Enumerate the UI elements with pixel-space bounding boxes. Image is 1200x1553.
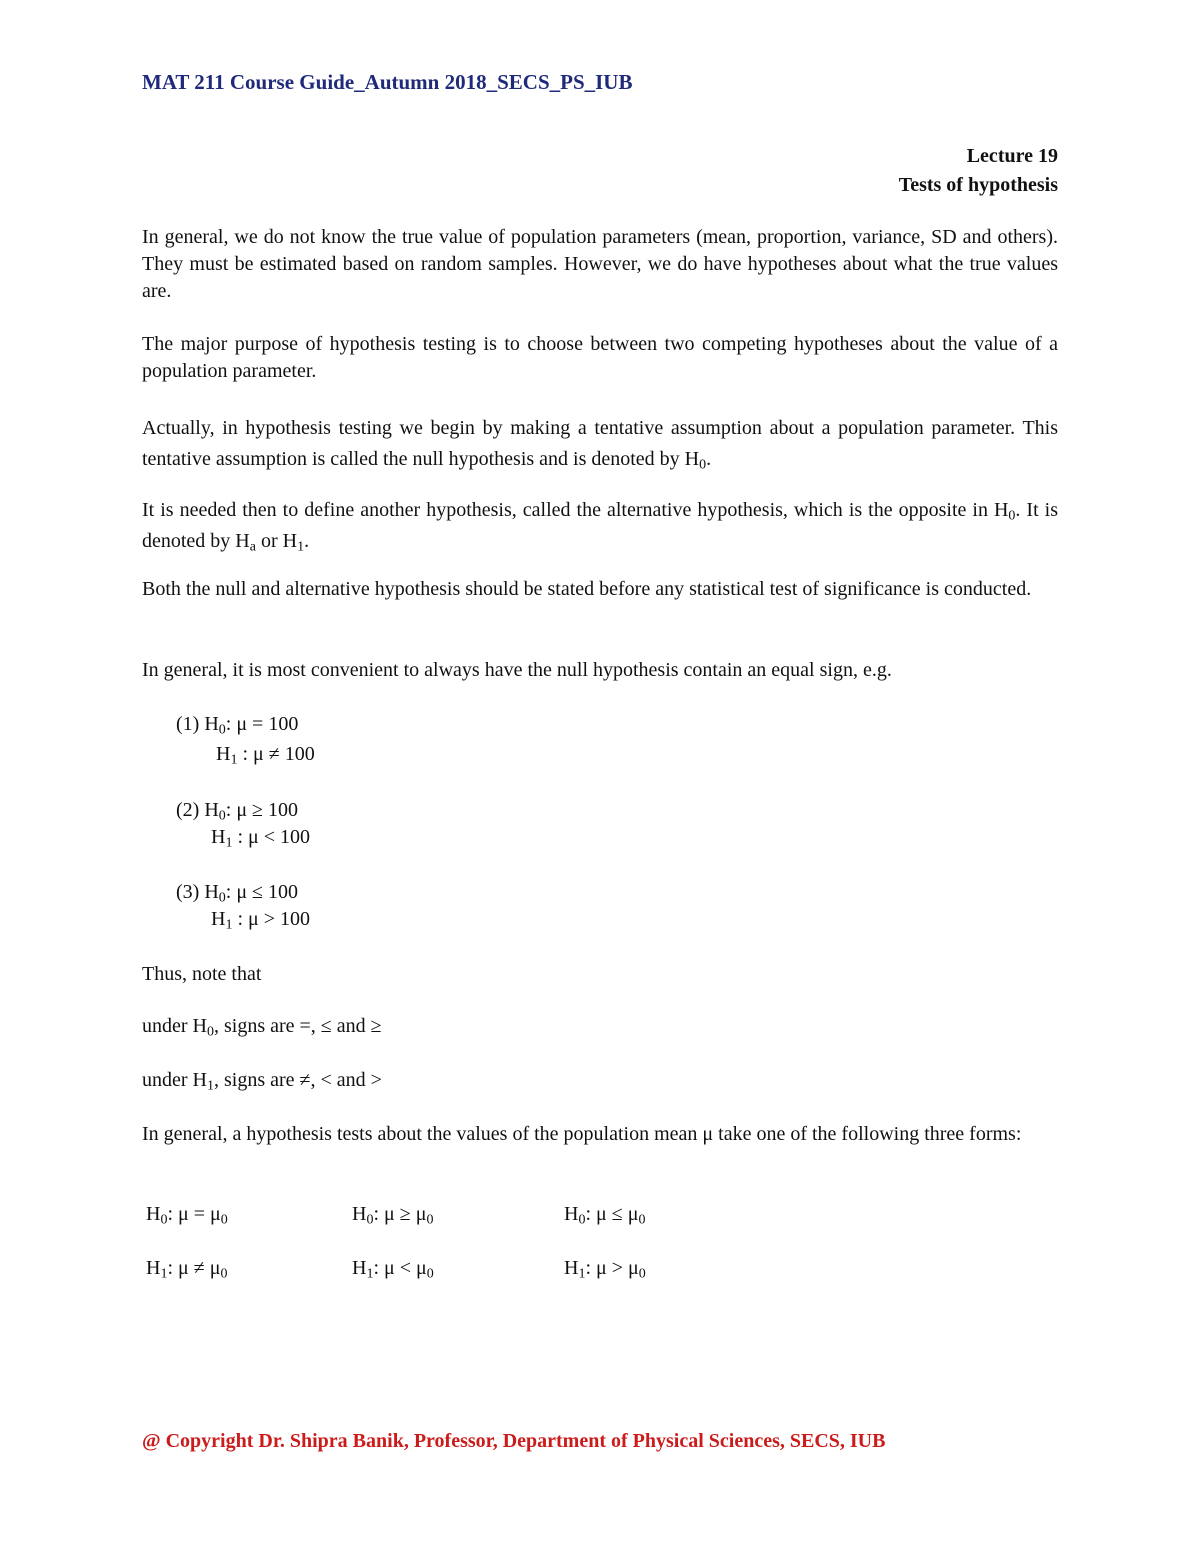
lecture-number: Lecture 19 bbox=[966, 145, 1058, 167]
form-h1-upper-tail: $H_1$: $\mu > \mu_0$ bbox=[564, 1257, 646, 1282]
example-3-h0: (3) $H_0$: μ ≤ 100 bbox=[176, 881, 299, 906]
paragraph-signs-h0: under $H_0$, signs are =, ≤ and ≥ bbox=[142, 1015, 382, 1040]
form-h1-lower-tail: $H_1$: $\mu < \mu_0$ bbox=[352, 1257, 434, 1282]
example-1-h1: $H_1$ : μ ≠ 100 bbox=[216, 743, 315, 768]
form-h0-lower-tail: $H_0$: $\mu \ge \mu_0$ bbox=[352, 1203, 434, 1228]
paragraph-equal-sign: In general, it is most convenient to always have the null hypothesis contain an equal sign, e.g. bbox=[142, 659, 892, 681]
paragraph-thus-note: Thus, note that bbox=[142, 963, 262, 985]
form-h1-two-sided: $H_1$: $\mu \ne \mu_0$ bbox=[146, 1257, 228, 1282]
form-h0-upper-tail: $H_0$: $\mu \le \mu_0$ bbox=[564, 1203, 646, 1228]
lecture-topic: Tests of hypothesis bbox=[898, 174, 1058, 196]
course-header: MAT 211 Course Guide_Autumn 2018_SECS_PS_IUB bbox=[142, 70, 633, 94]
paragraph-state-before-test: Both the null and alternative hypothesis should be stated before any statistical test of significance is conducted. bbox=[142, 578, 1032, 600]
paragraph-signs-h1: under $H_1$, signs are ≠, < and > bbox=[142, 1069, 382, 1094]
example-1-h0: (1) $H_0$: μ = 100 bbox=[176, 713, 299, 738]
form-h0-two-sided: $H_0$: $\mu = \mu_0$ bbox=[146, 1203, 228, 1228]
paragraph-alternative-hypothesis: It is needed then to define another hypothesis, called the alternative hypothesis, which is the opposite in $H_0$. It is denoted by $H_a$ or $H_1$. bbox=[142, 499, 1059, 555]
example-3-h1: $H_1$ : μ > 100 bbox=[211, 908, 311, 933]
paragraph-null-hypothesis: Actually, in hypothesis testing we begin by making a tentative assumption about a population parameter. This tentative assumption is called the null hypothesis and is denoted by $H_0$. bbox=[142, 417, 1058, 473]
paragraph-three-forms: In general, a hypothesis tests about the values of the population mean μ take one of the following three forms: bbox=[142, 1123, 1022, 1145]
paragraph-purpose: The major purpose of hypothesis testing is to choose between two competing hypotheses about the value of a population parameter. bbox=[142, 333, 1058, 382]
example-2-h1: $H_1$ : μ < 100 bbox=[211, 826, 311, 851]
example-2-h0: (2) $H_0$: μ ≥ 100 bbox=[176, 799, 299, 824]
paragraph-intro: In general, we do not know the true value of population parameters (mean, proportion, variance, SD and others). They must be estimated based on random samples. However, we do have hypotheses about what the true values are. bbox=[142, 226, 1058, 302]
lecture-heading bbox=[899, 142, 1058, 200]
copyright-footer: @ Copyright Dr. Shipra Banik, Professor, Department of Physical Sciences, SECS, IUB bbox=[142, 1430, 886, 1452]
